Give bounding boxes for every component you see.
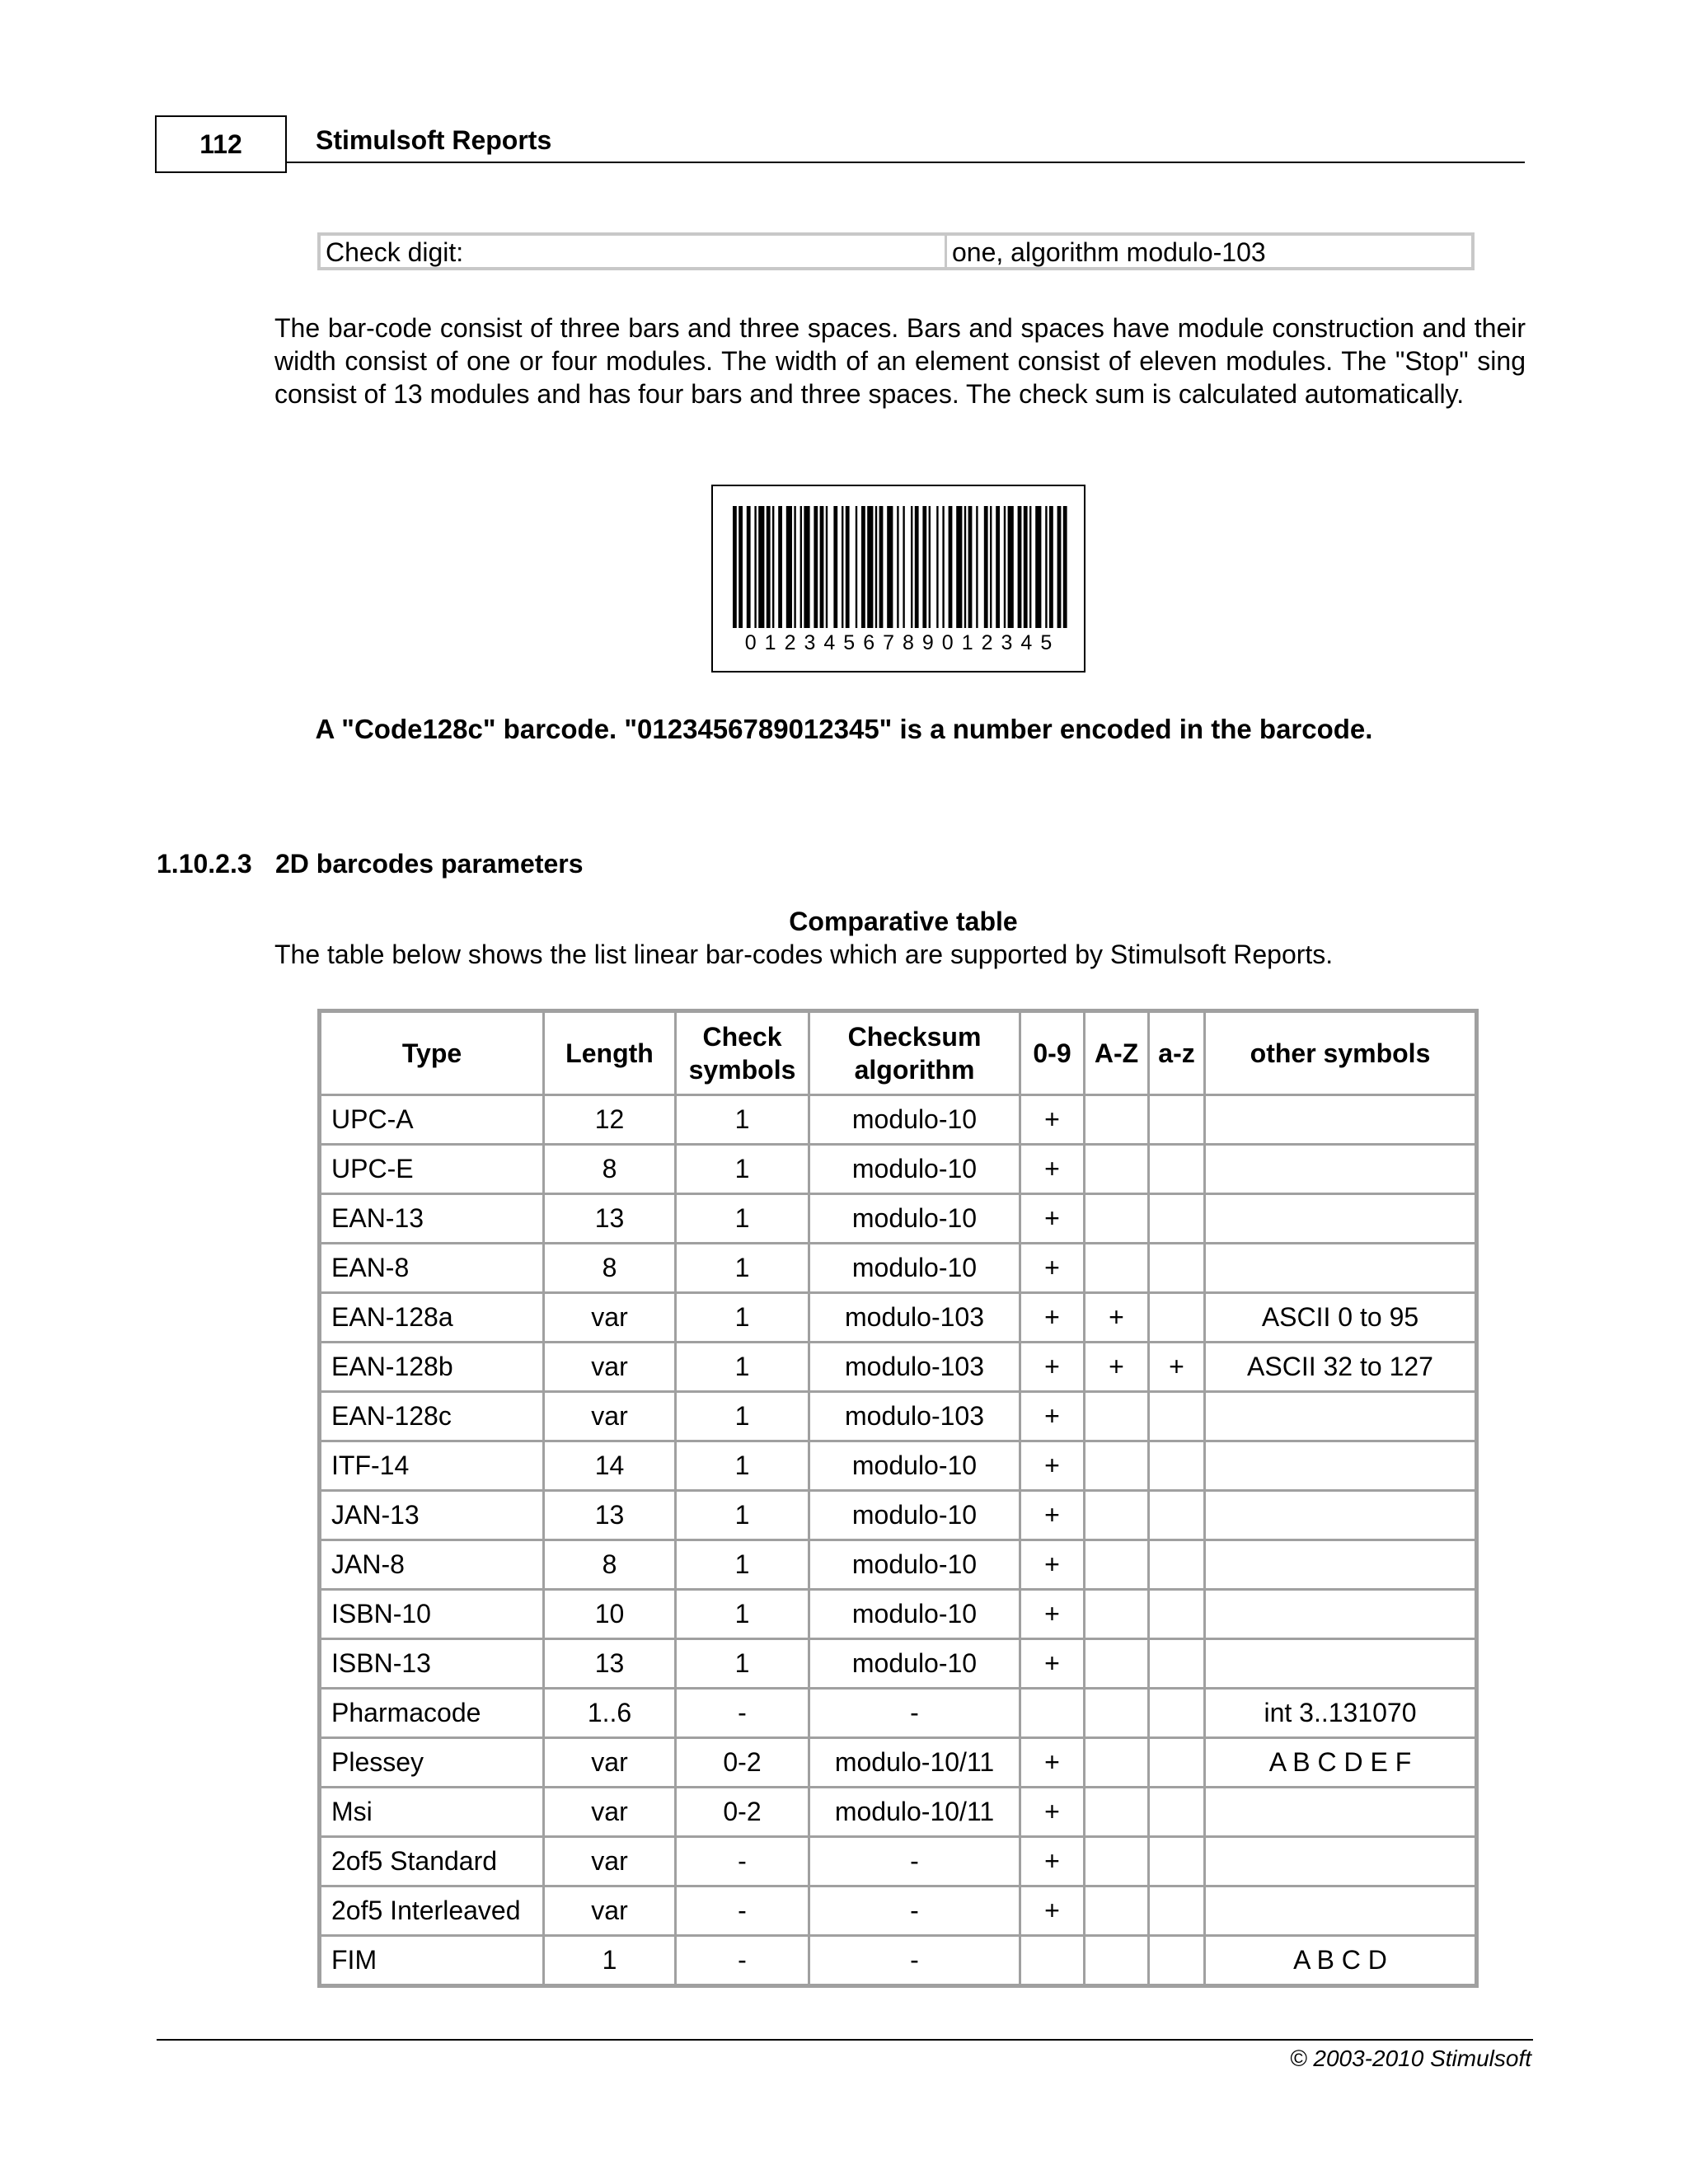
barcode-bar — [903, 506, 904, 628]
table-cell: + — [1020, 1886, 1085, 1936]
table-cell — [1149, 1145, 1205, 1194]
table-cell: 12 — [544, 1095, 676, 1145]
comparative-table — [317, 1009, 1479, 1988]
table-cell: + — [1085, 1293, 1149, 1343]
table-cell: + — [1020, 1392, 1085, 1441]
barcode-bar — [867, 506, 873, 628]
footer-copyright: © 2003-2010 Stimulsoft — [1289, 2046, 1531, 2071]
header-title: Stimulsoft Reports — [316, 125, 552, 155]
barcode-bar — [984, 506, 988, 628]
table-cell: modulo-10 — [809, 1639, 1020, 1689]
table-cell: + — [1020, 1540, 1085, 1590]
table-cell — [1020, 1689, 1085, 1738]
barcode-bar — [820, 506, 824, 628]
table-cell — [1205, 1095, 1477, 1145]
table-cell: + — [1020, 1590, 1085, 1639]
table-row — [320, 1194, 1477, 1244]
table-cell: JAN-8 — [320, 1540, 544, 1590]
table-cell: 1 — [676, 1392, 809, 1441]
table-cell — [1205, 1788, 1477, 1837]
table-cell: - — [676, 1936, 809, 1986]
table-cell: - — [676, 1837, 809, 1886]
table-cell: modulo-103 — [809, 1392, 1020, 1441]
section-number: 1.10.2.3 — [157, 849, 252, 879]
table-cell — [1205, 1194, 1477, 1244]
table-cell: modulo-10 — [809, 1194, 1020, 1244]
table-cell — [1085, 1441, 1149, 1491]
table-cell: + — [1020, 1194, 1085, 1244]
table-row — [320, 1590, 1477, 1639]
barcode-bar — [879, 506, 884, 628]
table-row — [320, 1639, 1477, 1689]
page-number: 112 — [155, 115, 287, 173]
barcode-bar — [778, 506, 782, 628]
column-header: Length — [544, 1011, 676, 1095]
barcode-bar — [747, 506, 751, 628]
table-cell: + — [1020, 1441, 1085, 1491]
table-row — [320, 1441, 1477, 1491]
table-cell: - — [809, 1936, 1020, 1986]
check-digit-row — [319, 234, 1473, 269]
table-cell: 1 — [676, 1293, 809, 1343]
table-cell: 1 — [676, 1590, 809, 1639]
table-cell — [1149, 1540, 1205, 1590]
table-cell: 1 — [676, 1145, 809, 1194]
table-cell: + — [1020, 1491, 1085, 1540]
table-row — [320, 1540, 1477, 1590]
table-cell — [1149, 1639, 1205, 1689]
table-cell: ITF-14 — [320, 1441, 544, 1491]
table-cell: 8 — [544, 1244, 676, 1293]
section-title: 2D barcodes parameters — [275, 849, 584, 879]
table-cell: Msi — [320, 1788, 544, 1837]
barcode-bar — [733, 506, 737, 628]
table-cell: - — [676, 1886, 809, 1936]
table-cell — [1149, 1738, 1205, 1788]
table-cell: 2of5 Interleaved — [320, 1886, 544, 1936]
barcode-bar — [875, 506, 877, 628]
barcode-bar — [915, 506, 919, 628]
barcode-image — [711, 485, 1085, 673]
table-cell: 13 — [544, 1194, 676, 1244]
table-cell: modulo-10 — [809, 1095, 1020, 1145]
check-digit-label: Check digit: — [319, 234, 946, 269]
table-row — [320, 1343, 1477, 1392]
table-cell: UPC-E — [320, 1145, 544, 1194]
column-header: Checksum algorithm — [809, 1011, 1020, 1095]
table-cell — [1205, 1540, 1477, 1590]
table-cell: var — [544, 1837, 676, 1886]
table-cell — [1205, 1392, 1477, 1441]
table-cell: - — [809, 1837, 1020, 1886]
table-cell: var — [544, 1788, 676, 1837]
table-cell: modulo-10 — [809, 1540, 1020, 1590]
table-cell: 13 — [544, 1491, 676, 1540]
barcode-bar — [1024, 506, 1028, 628]
barcode-bar — [833, 506, 837, 628]
table-cell: 1 — [676, 1095, 809, 1145]
barcode-bar — [738, 506, 743, 628]
table-row — [320, 1936, 1477, 1986]
table-cell: var — [544, 1343, 676, 1392]
table-cell — [1205, 1639, 1477, 1689]
barcode-bar — [936, 506, 938, 628]
barcode-bar — [1057, 506, 1062, 628]
table-cell: 1 — [676, 1343, 809, 1392]
table-row — [320, 1886, 1477, 1936]
barcode-bar — [929, 506, 931, 628]
barcode-bar — [922, 506, 926, 628]
table-cell — [1149, 1244, 1205, 1293]
table-cell — [1205, 1491, 1477, 1540]
table-cell: EAN-128c — [320, 1392, 544, 1441]
table-cell — [1085, 1244, 1149, 1293]
table-cell: modulo-10 — [809, 1145, 1020, 1194]
table-cell — [1085, 1689, 1149, 1738]
barcode-bar — [1018, 506, 1022, 628]
barcode-bar — [1008, 506, 1014, 628]
barcode-bar — [1045, 506, 1047, 628]
table-cell: 1..6 — [544, 1689, 676, 1738]
table-cell: modulo-10 — [809, 1441, 1020, 1491]
table-cell — [1085, 1095, 1149, 1145]
table-cell — [1085, 1540, 1149, 1590]
table-row — [320, 1293, 1477, 1343]
table-cell: EAN-8 — [320, 1244, 544, 1293]
table-cell: 14 — [544, 1441, 676, 1491]
table-cell: 1 — [676, 1639, 809, 1689]
table-cell — [1085, 1392, 1149, 1441]
table-cell: A B C D — [1205, 1936, 1477, 1986]
table-cell: ASCII 32 to 127 — [1205, 1343, 1477, 1392]
barcode-bar — [1035, 506, 1041, 628]
table-cell — [1085, 1738, 1149, 1788]
table-cell: JAN-13 — [320, 1491, 544, 1540]
barcode-bar — [911, 506, 912, 628]
table-cell — [1085, 1194, 1149, 1244]
table-cell: 8 — [544, 1540, 676, 1590]
table-cell: FIM — [320, 1936, 544, 1986]
table-cell — [1149, 1491, 1205, 1540]
table-cell: + — [1020, 1145, 1085, 1194]
table-row — [320, 1145, 1477, 1194]
barcode-bar — [1063, 506, 1067, 628]
barcode-bar — [976, 506, 978, 628]
table-cell: + — [1020, 1788, 1085, 1837]
table-cell: ISBN-10 — [320, 1590, 544, 1639]
table-cell — [1149, 1788, 1205, 1837]
table-cell: 8 — [544, 1145, 676, 1194]
table-cell — [1205, 1837, 1477, 1886]
table-row — [320, 1738, 1477, 1788]
table-cell: var — [544, 1293, 676, 1343]
barcode-bar — [754, 506, 756, 628]
table-cell: modulo-103 — [809, 1293, 1020, 1343]
barcode-bar — [964, 506, 966, 628]
table-cell — [1149, 1293, 1205, 1343]
table-header-row — [320, 1011, 1477, 1095]
barcode-bar — [814, 506, 818, 628]
table-cell: 1 — [676, 1441, 809, 1491]
table-row — [320, 1491, 1477, 1540]
barcode-bar — [786, 506, 792, 628]
barcode-bar — [842, 506, 843, 628]
table-cell — [1085, 1639, 1149, 1689]
barcode-bar — [990, 506, 992, 628]
barcode-bar — [804, 506, 809, 628]
barcode-bar — [758, 506, 764, 628]
table-cell: 0-2 — [676, 1788, 809, 1837]
table-cell: 13 — [544, 1639, 676, 1689]
table-cell — [1085, 1936, 1149, 1986]
column-header: 0-9 — [1020, 1011, 1085, 1095]
table-cell — [1085, 1886, 1149, 1936]
table-cell: A B C D E F — [1205, 1738, 1477, 1788]
table-cell — [1149, 1392, 1205, 1441]
table-row — [320, 1689, 1477, 1738]
table-cell: 1 — [544, 1936, 676, 1986]
barcode-bar — [1029, 506, 1031, 628]
table-cell — [1149, 1886, 1205, 1936]
barcode-bar — [772, 506, 774, 628]
barcode-bar — [861, 506, 865, 628]
table-cell: - — [676, 1689, 809, 1738]
barcode-bar — [794, 506, 795, 628]
table-cell — [1085, 1788, 1149, 1837]
table-cell: 1 — [676, 1491, 809, 1540]
table-cell: 10 — [544, 1590, 676, 1639]
table-row — [320, 1837, 1477, 1886]
barcode-bar — [949, 506, 953, 628]
table-cell: 1 — [676, 1540, 809, 1590]
table-cell: var — [544, 1738, 676, 1788]
table-row — [320, 1244, 1477, 1293]
footer-rule — [157, 2039, 1533, 2041]
table-cell: modulo-103 — [809, 1343, 1020, 1392]
table-cell: int 3..131070 — [1205, 1689, 1477, 1738]
column-header: A-Z — [1085, 1011, 1149, 1095]
barcode-bar — [767, 506, 771, 628]
table-cell: modulo-10 — [809, 1491, 1020, 1540]
table-cell: + — [1020, 1738, 1085, 1788]
barcode-caption: A "Code128c" barcode. "0123456789012345" is a number encoded in the barcode. — [315, 714, 1373, 744]
barcode-digits: 0123456789012345 — [744, 631, 1061, 654]
table-cell — [1205, 1145, 1477, 1194]
barcode-bar — [856, 506, 857, 628]
barcode-bar — [1004, 506, 1006, 628]
table-row — [320, 1788, 1477, 1837]
section-heading — [157, 849, 584, 879]
table-cell: UPC-A — [320, 1095, 544, 1145]
table-cell — [1205, 1590, 1477, 1639]
table-cell: modulo-10/11 — [809, 1738, 1020, 1788]
table-cell: EAN-13 — [320, 1194, 544, 1244]
barcode-bar — [846, 506, 850, 628]
barcode-bar — [996, 506, 1000, 628]
table-cell — [1149, 1936, 1205, 1986]
table-row — [320, 1392, 1477, 1441]
table-cell: modulo-10/11 — [809, 1788, 1020, 1837]
header-rule — [285, 162, 1525, 163]
table-cell — [1205, 1441, 1477, 1491]
table-cell — [1020, 1936, 1085, 1986]
table-cell: 1 — [676, 1244, 809, 1293]
table-cell: modulo-10 — [809, 1590, 1020, 1639]
table-cell: + — [1085, 1343, 1149, 1392]
table-cell: ISBN-13 — [320, 1639, 544, 1689]
table-cell: var — [544, 1886, 676, 1936]
table-cell — [1085, 1837, 1149, 1886]
table-cell — [1085, 1491, 1149, 1540]
table-cell: 1 — [676, 1194, 809, 1244]
table-cell — [1205, 1244, 1477, 1293]
table-cell: + — [1020, 1244, 1085, 1293]
table-cell — [1149, 1689, 1205, 1738]
table-cell: Pharmacode — [320, 1689, 544, 1738]
table-cell: + — [1020, 1343, 1085, 1392]
table-cell — [1205, 1886, 1477, 1936]
table-cell — [1149, 1194, 1205, 1244]
table-intro: The table below shows the list linear bar-codes which are supported by Stimulsoft Reports. — [274, 940, 1334, 969]
table-cell: + — [1020, 1639, 1085, 1689]
table-cell: ASCII 0 to 95 — [1205, 1293, 1477, 1343]
barcode-bar — [800, 506, 802, 628]
table-cell — [1149, 1837, 1205, 1886]
column-header: Check symbols — [676, 1011, 809, 1095]
table-cell — [1149, 1095, 1205, 1145]
column-header: other symbols — [1205, 1011, 1477, 1095]
check-digit-value: one, algorithm modulo-103 — [946, 234, 1474, 269]
table-cell: 2of5 Standard — [320, 1837, 544, 1886]
table-row — [320, 1095, 1477, 1145]
table-cell — [1149, 1441, 1205, 1491]
column-header: Type — [320, 1011, 544, 1095]
table-cell — [1085, 1145, 1149, 1194]
table-cell: - — [809, 1886, 1020, 1936]
table-cell: + — [1020, 1095, 1085, 1145]
table-cell: 0-2 — [676, 1738, 809, 1788]
barcode-bar — [826, 506, 828, 628]
table-cell: + — [1020, 1293, 1085, 1343]
table-cell — [1149, 1590, 1205, 1639]
table-cell: + — [1020, 1837, 1085, 1886]
intro-paragraph: The bar-code consist of three bars and three spaces. Bars and spaces have module construction and their width consist of one or four modules. The width of an element consist of eleven modules. The "Stop" sing consist of 13 modules and has four bars and three spaces. The check sum is calculated automatically. — [274, 313, 1526, 409]
table-title: Comparative table — [789, 907, 1018, 936]
table-cell: EAN-128b — [320, 1343, 544, 1392]
barcode-bar — [897, 506, 898, 628]
check-digit-table — [317, 232, 1475, 270]
table-cell — [1085, 1590, 1149, 1639]
barcode-bar — [1049, 506, 1053, 628]
table-cell: EAN-128a — [320, 1293, 544, 1343]
table-cell: - — [809, 1689, 1020, 1738]
table-cell: var — [544, 1392, 676, 1441]
barcode-bar — [956, 506, 962, 628]
table-cell: + — [1149, 1343, 1205, 1392]
column-header: a-z — [1149, 1011, 1205, 1095]
table-cell: modulo-10 — [809, 1244, 1020, 1293]
barcode-bar — [968, 506, 973, 628]
barcode-bar — [887, 506, 893, 628]
table-cell: Plessey — [320, 1738, 544, 1788]
barcode-bar — [942, 506, 944, 628]
